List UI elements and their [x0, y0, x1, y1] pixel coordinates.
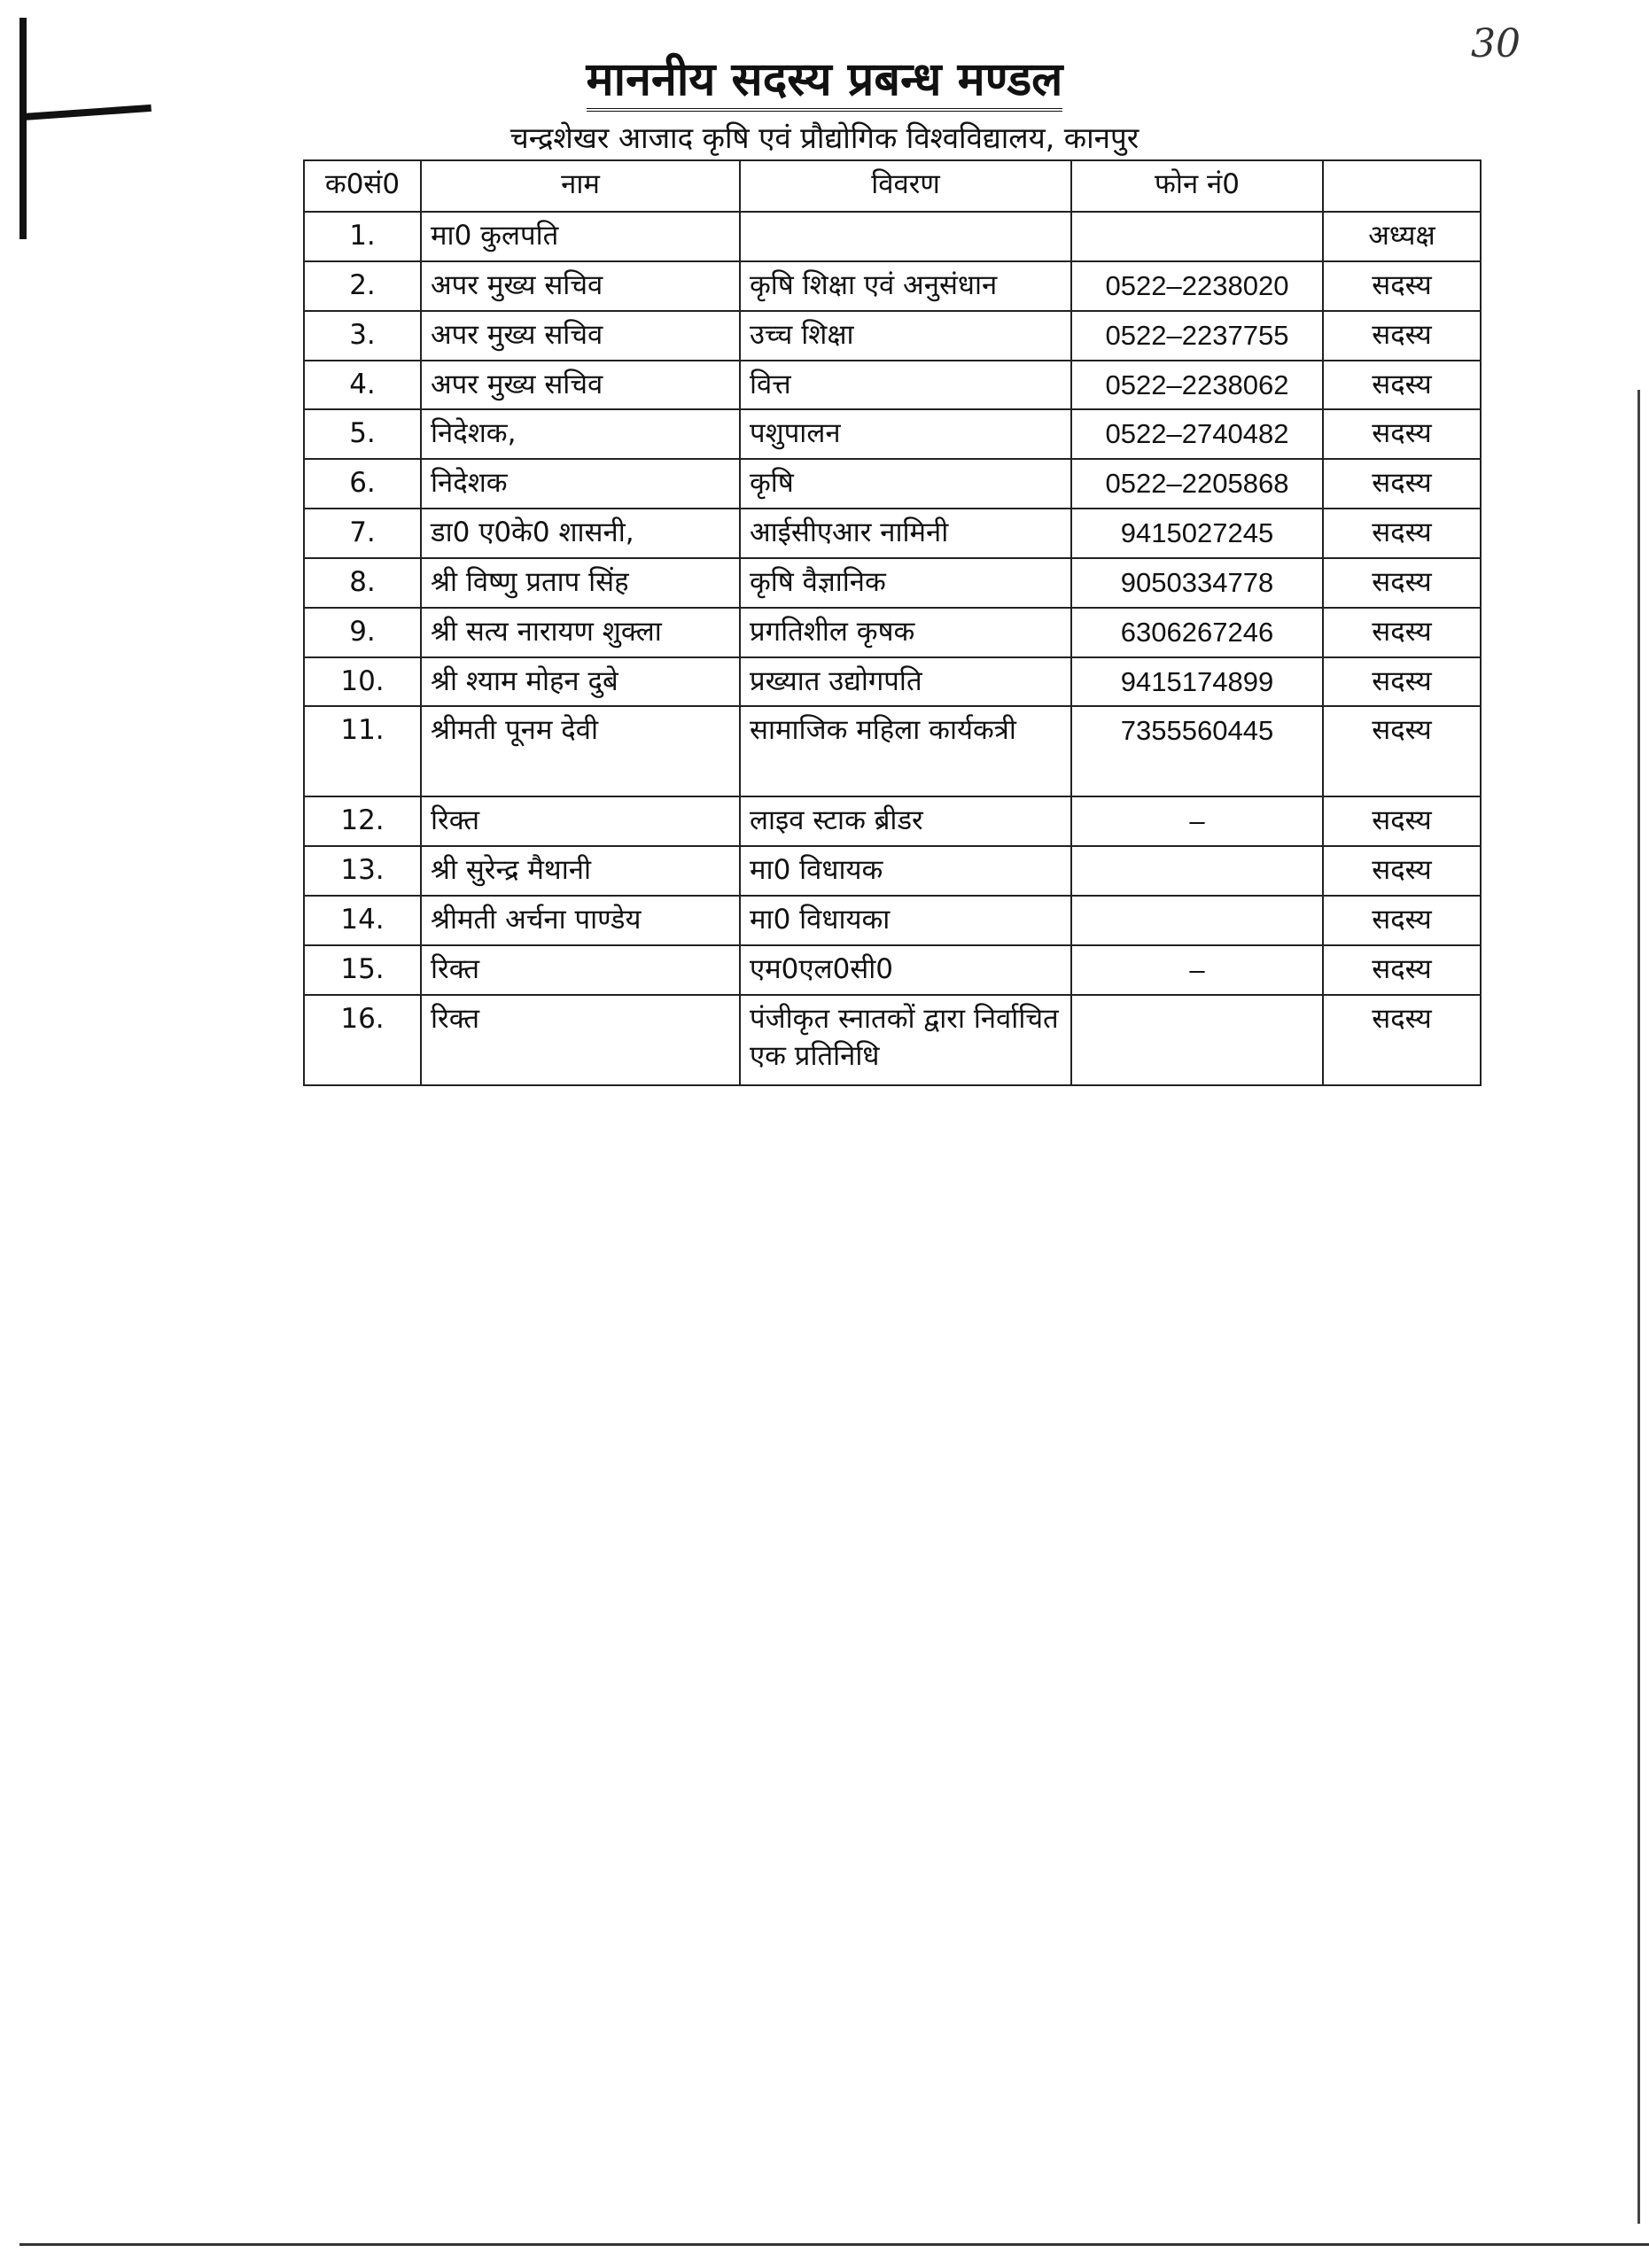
header-description: विवरण: [740, 160, 1071, 212]
cell-role: सदस्य: [1323, 846, 1481, 896]
cell-serial-number: 1.: [304, 212, 421, 261]
cell-serial-number: 4.: [304, 361, 421, 410]
cell-phone: [1071, 846, 1323, 896]
cell-role: सदस्य: [1323, 558, 1481, 608]
cell-serial-number: 12.: [304, 796, 421, 846]
cell-serial-number: 8.: [304, 558, 421, 608]
cell-name: अपर मुख्य सचिव: [421, 311, 740, 361]
document-title: [0, 46, 1649, 109]
cell-serial-number: 6.: [304, 459, 421, 509]
cell-serial-number: 10.: [304, 657, 421, 707]
cell-name: रिक्त: [421, 796, 740, 846]
cell-role: सदस्य: [1323, 657, 1481, 707]
cell-phone: –: [1071, 796, 1323, 846]
table-header-row: [304, 160, 1481, 212]
cell-description: कृषि वैज्ञानिक: [740, 558, 1071, 608]
members-table: [303, 159, 1482, 1086]
cell-role: सदस्य: [1323, 945, 1481, 995]
cell-phone: [1071, 896, 1323, 945]
cell-name: मा0 कुलपति: [421, 212, 740, 261]
cell-name: डा0 ए0के0 शासनी,: [421, 509, 740, 558]
table-row: [304, 608, 1481, 657]
cell-phone: 9050334778: [1071, 558, 1323, 608]
cell-description: [740, 212, 1071, 261]
cell-role: अध्यक्ष: [1323, 212, 1481, 261]
cell-name: श्री श्याम मोहन दुबे: [421, 657, 740, 707]
cell-phone: 0522–2237755: [1071, 311, 1323, 361]
table-row: [304, 657, 1481, 707]
table-row: [304, 558, 1481, 608]
cell-serial-number: 2.: [304, 261, 421, 311]
cell-description: लाइव स्टाक ब्रीडर: [740, 796, 1071, 846]
cell-description: आईसीएआर नामिनी: [740, 509, 1071, 558]
cell-role: सदस्य: [1323, 608, 1481, 657]
cell-phone: 6306267246: [1071, 608, 1323, 657]
cell-phone: 0522–2238020: [1071, 261, 1323, 311]
cell-description: सामाजिक महिला कार्यकत्री: [740, 706, 1071, 796]
cell-role: सदस्य: [1323, 459, 1481, 509]
cell-name: श्री विष्णु प्रताप सिंह: [421, 558, 740, 608]
cell-role: सदस्य: [1323, 706, 1481, 796]
cell-phone: 0522–2238062: [1071, 361, 1323, 410]
cell-role: सदस्य: [1323, 409, 1481, 459]
table-row: [304, 995, 1481, 1085]
cell-role: सदस्य: [1323, 311, 1481, 361]
header-role: [1323, 160, 1481, 212]
scan-bottom-edge: [19, 2243, 1649, 2246]
cell-phone: [1071, 995, 1323, 1085]
table-row: [304, 311, 1481, 361]
cell-name: श्री सत्य नारायण शुक्ला: [421, 608, 740, 657]
table-row: [304, 846, 1481, 896]
table-row: [304, 409, 1481, 459]
cell-serial-number: 16.: [304, 995, 421, 1085]
table-row: [304, 459, 1481, 509]
table-body: [304, 212, 1481, 1085]
cell-description: उच्च शिक्षा: [740, 311, 1071, 361]
cell-description: मा0 विधायक: [740, 846, 1071, 896]
cell-phone: [1071, 212, 1323, 261]
header-name: नाम: [421, 160, 740, 212]
cell-name: रिक्त: [421, 995, 740, 1085]
cell-serial-number: 3.: [304, 311, 421, 361]
document-subtitle: चन्द्रशेखर आजाद कृषि एवं प्रौद्योगिक विश्वविद्यालय, कानपुर: [509, 120, 1140, 155]
cell-description: एम0एल0सी0: [740, 945, 1071, 995]
cell-phone: 9415027245: [1071, 509, 1323, 558]
scan-right-edge: [1637, 390, 1640, 2224]
table-row: [304, 509, 1481, 558]
table-row: [304, 896, 1481, 945]
cell-serial-number: 15.: [304, 945, 421, 995]
table-row: [304, 261, 1481, 311]
cell-serial-number: 13.: [304, 846, 421, 896]
cell-phone: 0522–2205868: [1071, 459, 1323, 509]
table-row: [304, 945, 1481, 995]
cell-name: श्री सुरेन्द्र मैथानी: [421, 846, 740, 896]
cell-description: कृषि: [740, 459, 1071, 509]
cell-role: सदस्य: [1323, 896, 1481, 945]
cell-name: अपर मुख्य सचिव: [421, 361, 740, 410]
cell-phone: 7355560445: [1071, 706, 1323, 796]
table-row: [304, 361, 1481, 410]
cell-role: सदस्य: [1323, 361, 1481, 410]
document-title-text: माननीय सदस्य प्रबन्ध मण्डल: [587, 53, 1063, 112]
header-phone: फोन नं0: [1071, 160, 1323, 212]
cell-description: वित्त: [740, 361, 1071, 410]
cell-serial-number: 7.: [304, 509, 421, 558]
cell-description: कृषि शिक्षा एवं अनुसंधान: [740, 261, 1071, 311]
table-row: [304, 706, 1481, 796]
cell-serial-number: 14.: [304, 896, 421, 945]
table-row: [304, 796, 1481, 846]
cell-name: श्रीमती पूनम देवी: [421, 706, 740, 796]
table-row: [304, 212, 1481, 261]
cell-description: मा0 विधायका: [740, 896, 1071, 945]
cell-description: प्रगतिशील कृषक: [740, 608, 1071, 657]
cell-name: निदेशक: [421, 459, 740, 509]
cell-description: पंजीकृत स्नातकों द्वारा निर्वाचित एक प्रतिनिधि: [740, 995, 1071, 1085]
cell-phone: –: [1071, 945, 1323, 995]
cell-description: पशुपालन: [740, 409, 1071, 459]
page-number-mark: 30: [1471, 21, 1521, 66]
cell-description: प्रख्यात उद्योगपति: [740, 657, 1071, 707]
header-serial-number: क0सं0: [304, 160, 421, 212]
cell-serial-number: 9.: [304, 608, 421, 657]
cell-role: सदस्य: [1323, 261, 1481, 311]
cell-role: सदस्य: [1323, 796, 1481, 846]
cell-name: रिक्त: [421, 945, 740, 995]
cell-name: श्रीमती अर्चना पाण्डेय: [421, 896, 740, 945]
cell-role: सदस्य: [1323, 509, 1481, 558]
cell-name: अपर मुख्य सचिव: [421, 261, 740, 311]
cell-name: निदेशक,: [421, 409, 740, 459]
cell-serial-number: 5.: [304, 409, 421, 459]
cell-serial-number: 11.: [304, 706, 421, 796]
cell-phone: 0522–2740482: [1071, 409, 1323, 459]
cell-phone: 9415174899: [1071, 657, 1323, 707]
cell-role: सदस्य: [1323, 995, 1481, 1085]
